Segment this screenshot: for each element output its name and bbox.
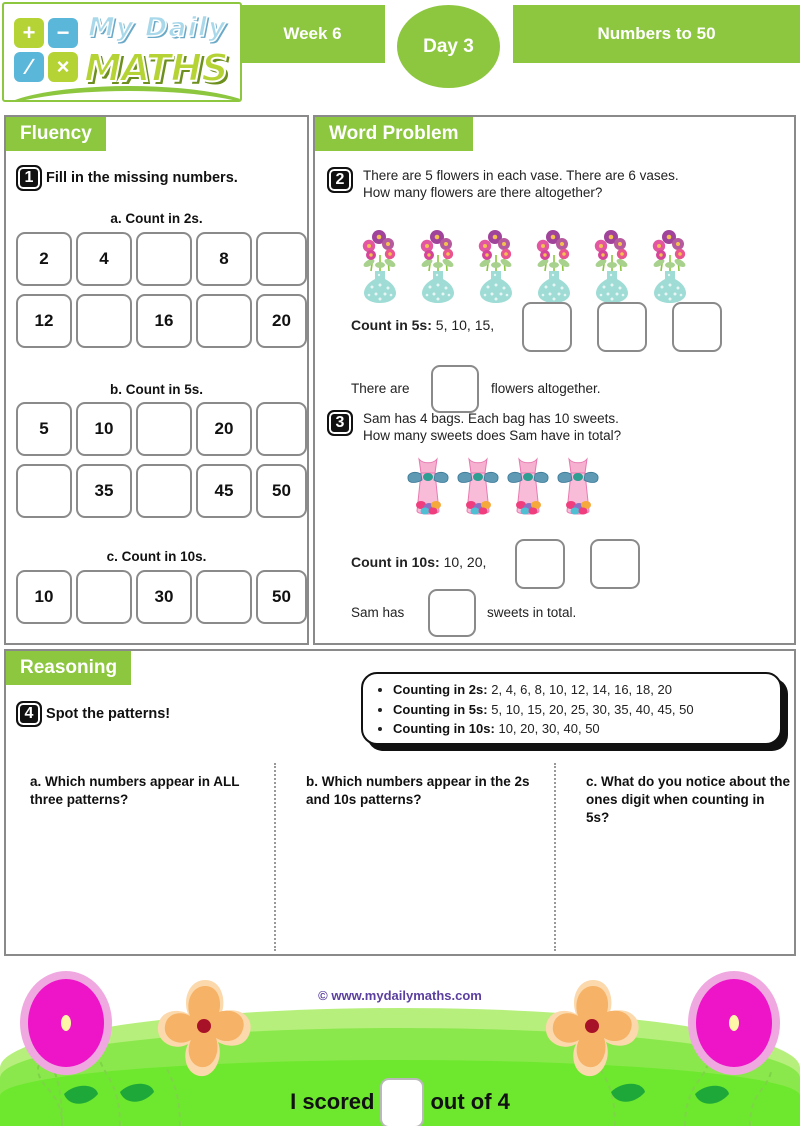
fluency-cell-5s-r2c2[interactable]: 35 xyxy=(76,464,132,518)
vase-icon xyxy=(647,227,693,303)
fluency-title: Fluency xyxy=(6,117,106,151)
fluency-cell-2s-r1c5[interactable] xyxy=(256,232,307,286)
sweet-bag-icon xyxy=(405,457,451,519)
fluency-cell-5s-r1c5[interactable] xyxy=(256,402,307,456)
fluency-cell-5s-r1c4[interactable]: 20 xyxy=(196,402,252,456)
magenta-flower-right xyxy=(684,968,784,1078)
question-badge-2-wrap xyxy=(327,167,353,193)
reasoning-divider-2 xyxy=(554,763,556,951)
week-banner xyxy=(240,5,385,63)
fluency-cell-2s-r2c2[interactable] xyxy=(76,294,132,348)
word-problem-title: Word Problem xyxy=(315,117,473,151)
pattern-label-10s: Counting in 10s: xyxy=(393,721,495,736)
fluency-panel xyxy=(4,115,309,645)
fluency-cell-2s-r1c1[interactable]: 2 xyxy=(16,232,72,286)
day-badge xyxy=(392,0,505,93)
pattern-info-item xyxy=(393,680,780,700)
pattern-label-5s: Counting in 5s: xyxy=(393,701,488,717)
logo-text-maths: MATHS xyxy=(84,46,228,90)
q3-answer-suffix: sweets in total. xyxy=(487,605,577,620)
main-panels xyxy=(4,115,796,645)
plus-icon xyxy=(14,18,44,48)
q2-count-blank-3[interactable] xyxy=(672,302,722,352)
fluency-cell-2s-r2c5[interactable]: 20 xyxy=(256,294,307,348)
fluency-cell-5s-r2c1[interactable] xyxy=(16,464,72,518)
fluency-cell-10s-r1c3[interactable]: 30 xyxy=(136,570,192,624)
plus-glyph: + xyxy=(22,20,36,45)
fluency-instruction-row xyxy=(16,165,238,191)
q2-answer-box[interactable] xyxy=(431,365,479,413)
fluency-subhead-10s: c. Count in 10s. xyxy=(106,549,207,564)
vase-icon xyxy=(415,227,461,303)
fluency-cell-2s-r1c2[interactable]: 4 xyxy=(76,232,132,286)
topic-label: Numbers to 50 xyxy=(597,24,716,43)
day-label: Day 3 xyxy=(423,36,474,57)
reasoning-title: Reasoning xyxy=(6,651,131,685)
divide-icon xyxy=(14,52,44,82)
multiply-glyph: × xyxy=(56,54,70,79)
topic-banner xyxy=(513,5,800,63)
fluency-cell-5s-r1c1[interactable]: 5 xyxy=(16,402,72,456)
question-badge-3-wrap xyxy=(327,410,353,436)
vase-icon xyxy=(589,227,635,303)
pattern-info-item xyxy=(393,700,780,720)
fluency-cell-2s-r1c4[interactable]: 8 xyxy=(196,232,252,286)
pattern-label-2s: Counting in 2s: xyxy=(393,682,488,697)
q3-answer-prefix: Sam has xyxy=(351,605,405,620)
q2-answer-suffix: flowers altogether. xyxy=(491,381,601,396)
logo-text-my-daily: My Daily xyxy=(88,12,227,43)
fluency-cell-5s-r2c4[interactable]: 45 xyxy=(196,464,252,518)
sweet-bag-icon xyxy=(455,457,501,519)
fluency-cell-10s-r1c4[interactable] xyxy=(196,570,252,624)
reasoning-panel xyxy=(4,649,796,956)
reasoning-instruction-text: Spot the patterns! xyxy=(46,705,171,722)
q3-count-line xyxy=(351,554,486,570)
question-badge-3: 3 xyxy=(327,410,353,436)
magenta-flower-left xyxy=(16,968,116,1078)
copyright-line xyxy=(0,988,800,1003)
week-label: Week 6 xyxy=(283,24,342,43)
pattern-values-5s: 5, 10, 15, 20, 25, 30, 35, 40, 45, 50 xyxy=(491,701,694,717)
score-suffix: out of 4 xyxy=(430,1088,510,1114)
pattern-values-2s: 2, 4, 6, 8, 10, 12, 14, 16, 18, 20 xyxy=(491,682,672,697)
fluency-cell-10s-r1c2[interactable] xyxy=(76,570,132,624)
q2-count-blank-1[interactable] xyxy=(522,302,572,352)
vase-icon xyxy=(531,227,577,303)
reasoning-question-a[interactable]: a. Which numbers appear in ALL three patterns? xyxy=(30,774,240,807)
fluency-subhead-2s: a. Count in 2s. xyxy=(110,211,203,226)
fluency-cell-10s-r1c5[interactable]: 50 xyxy=(256,570,307,624)
copyright-icon: © xyxy=(318,988,328,1003)
minus-glyph: − xyxy=(56,20,70,45)
q3-count-given: 10, 20, xyxy=(443,554,487,570)
q2-answer-prefix: There are xyxy=(351,381,410,396)
fluency-cell-2s-r2c3[interactable]: 16 xyxy=(136,294,192,348)
question-badge-1: 1 xyxy=(16,165,42,191)
fluency-cell-5s-r1c3[interactable] xyxy=(136,402,192,456)
q3-text xyxy=(363,410,783,444)
fluency-cell-5s-r2c5[interactable]: 50 xyxy=(256,464,307,518)
q2-count-label: Count in 5s: xyxy=(351,317,432,333)
q2-count-given: 5, 10, 15, xyxy=(435,317,495,333)
pattern-info-item xyxy=(393,719,780,739)
word-problem-panel xyxy=(313,115,796,645)
sweet-bag-icon xyxy=(555,457,601,519)
fluency-cell-10s-r1c1[interactable]: 10 xyxy=(16,570,72,624)
q2-count-blank-2[interactable] xyxy=(597,302,647,352)
reasoning-question-c[interactable]: c. What do you notice about the ones digit when counting in 5s? xyxy=(586,774,790,825)
q2-count-line xyxy=(351,317,494,333)
page-footer xyxy=(0,956,800,1126)
question-badge-2: 2 xyxy=(327,167,353,193)
q3-count-label: Count in 10s: xyxy=(351,554,440,570)
q3-text-line1: Sam has 4 bags. Each bag has 10 sweets. xyxy=(363,411,619,426)
fluency-cell-5s-r1c2[interactable]: 10 xyxy=(76,402,132,456)
vase-icon xyxy=(357,227,403,303)
reasoning-instruction-row xyxy=(16,701,170,727)
multiply-icon xyxy=(48,52,78,82)
website-link[interactable]: www.mydailymaths.com xyxy=(331,988,482,1003)
divide-glyph: ∕ xyxy=(27,54,31,79)
sweet-bag-icon xyxy=(505,457,551,519)
question-badge-4: 4 xyxy=(16,701,42,727)
q3-text-line2: How many sweets does Sam have in total? xyxy=(363,428,622,443)
fluency-instruction-text: Fill in the missing numbers. xyxy=(46,169,238,186)
logo-operator-icons xyxy=(14,18,80,84)
q3-count-blank-1[interactable] xyxy=(515,539,565,589)
fluency-cell-2s-r1c3[interactable] xyxy=(136,232,192,286)
page-header xyxy=(0,0,800,105)
score-prefix: I scored xyxy=(290,1088,375,1114)
fluency-subhead-5s: b. Count in 5s. xyxy=(110,382,203,397)
logo xyxy=(2,2,242,102)
q3-answer-box[interactable] xyxy=(428,589,476,637)
q2-text-line1: There are 5 flowers in each vase. There are 6 vases. xyxy=(363,168,679,183)
fluency-cell-2s-r2c1[interactable]: 12 xyxy=(16,294,72,348)
pattern-info-list xyxy=(377,680,780,739)
vase-icon xyxy=(473,227,519,303)
q2-text-line2: How many flowers are there altogether? xyxy=(363,185,603,200)
score-line xyxy=(0,1078,800,1126)
reasoning-divider-1 xyxy=(274,763,276,951)
pattern-info-box xyxy=(361,672,782,745)
score-input-box[interactable] xyxy=(380,1078,424,1126)
pattern-values-10s: 10, 20, 30, 40, 50 xyxy=(498,721,600,736)
fluency-cell-5s-r2c3[interactable] xyxy=(136,464,192,518)
reasoning-question-b[interactable]: b. Which numbers appear in the 2s and 10s patterns? xyxy=(306,774,530,807)
q3-count-blank-2[interactable] xyxy=(590,539,640,589)
fluency-cell-2s-r2c4[interactable] xyxy=(196,294,252,348)
q2-text xyxy=(363,167,783,201)
minus-icon xyxy=(48,18,78,48)
